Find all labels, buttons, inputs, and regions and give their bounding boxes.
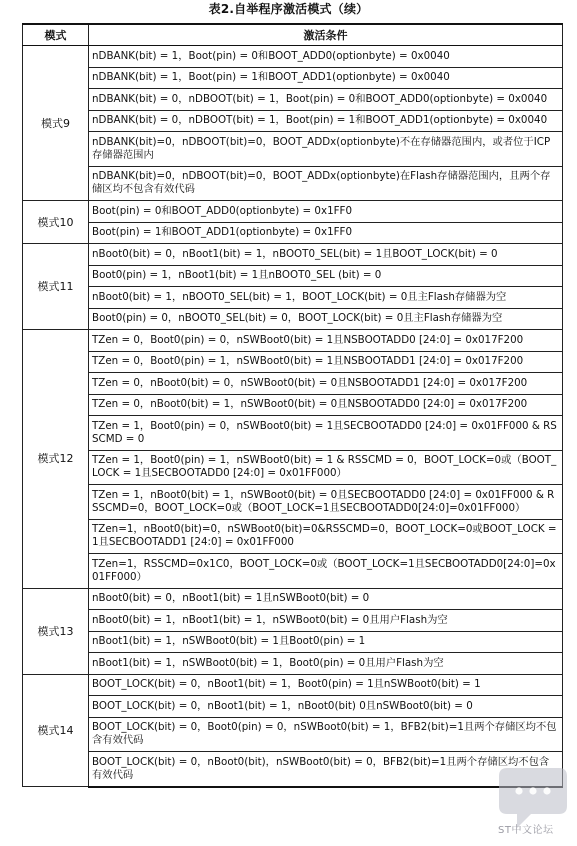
condition-cell: Boot(pin) = 1和BOOT_ADD1(optionbyte) = 0x1FF0 bbox=[89, 222, 563, 244]
table-row bbox=[23, 519, 563, 554]
table-row bbox=[23, 554, 563, 589]
table-row bbox=[23, 450, 563, 485]
condition-cell: TZen=1，nBoot0(bit)=0，nSWBoot0(bit)=0&RSSCMD=0，BOOT_LOCK=0或BOOT_LOCK =1且SECBOOTADD1 [24:0] = 0x01FF000 bbox=[89, 519, 563, 554]
condition-cell: nBoot0(bit) = 0，nBoot1(bit) = 1且nSWBoot0(bit) = 0 bbox=[89, 588, 563, 610]
bootloader-activation-table bbox=[22, 23, 563, 788]
table-row bbox=[23, 222, 563, 244]
condition-cell: nDBANK(bit) = 1，Boot(pin) = 0和BOOT_ADD0(optionbyte) = 0x0040 bbox=[89, 46, 563, 68]
condition-cell: nBoot0(bit) = 0，nBoot1(bit) = 1，nBOOT0_SEL(bit) = 1且BOOT_LOCK(bit) = 0 bbox=[89, 244, 563, 266]
condition-cell: BOOT_LOCK(bit) = 0，nBoot0(bit)，nSWBoot0(bit) = 0，BFB2(bit)=1且两个存储区均不包含有效代码 bbox=[89, 752, 563, 787]
mode-cell: 模式13 bbox=[23, 588, 89, 674]
condition-cell: nBoot0(bit) = 1，nBoot1(bit) = 1，nSWBoot0(bit) = 0且用户Flash为空 bbox=[89, 610, 563, 632]
condition-cell: nDBANK(bit) = 1，Boot(pin) = 1和BOOT_ADD1(optionbyte) = 0x0040 bbox=[89, 67, 563, 89]
condition-cell: nDBANK(bit) = 0，nDBOOT(bit) = 1，Boot(pin) = 0和BOOT_ADD0(optionbyte) = 0x0040 bbox=[89, 89, 563, 111]
table-row bbox=[23, 89, 563, 111]
table-row bbox=[23, 308, 563, 330]
condition-cell: Boot0(pin) = 0，nBOOT0_SEL(bit) = 0，BOOT_LOCK(bit) = 0且主Flash存储器为空 bbox=[89, 308, 563, 330]
condition-cell: BOOT_LOCK(bit) = 0，Boot0(pin) = 0，nSWBoot0(bit) = 1，BFB2(bit)=1且两个存储区均不包含有效代码 bbox=[89, 717, 563, 752]
condition-cell: TZen=1，RSSCMD=0x1C0，BOOT_LOCK=0或（BOOT_LOCK=1且SECBOOTADD0[24:0]=0x01FF000） bbox=[89, 554, 563, 589]
table-row bbox=[23, 394, 563, 416]
condition-cell: TZen = 1，Boot0(pin) = 0，nSWBoot0(bit) = 1且SECBOOTADD0 [24:0] = 0x01FF000 & RSSCMD = 0 bbox=[89, 416, 563, 451]
condition-cell: TZen = 0，nBoot0(bit) = 0，nSWBoot0(bit) = 0且NSBOOTADD1 [24:0] = 0x017F200 bbox=[89, 373, 563, 395]
table-title: 表2.自举程序激活模式（续） bbox=[208, 2, 369, 16]
condition-cell: nDBANK(bit)=0，nDBOOT(bit)=0，BOOT_ADDx(optionbyte)在Flash存储器范围内，且两个存储区均不包含有效代码 bbox=[89, 166, 563, 201]
table-row bbox=[23, 588, 563, 610]
mode-cell: 模式11 bbox=[23, 244, 89, 330]
table-row bbox=[23, 46, 563, 68]
condition-cell: nBoot1(bit) = 1，nSWBoot0(bit) = 1，Boot0(pin) = 0且用户Flash为空 bbox=[89, 653, 563, 675]
table-row bbox=[23, 287, 563, 309]
condition-cell: BOOT_LOCK(bit) = 0，nBoot1(bit) = 1，Boot0(pin) = 1且nSWBoot0(bit) = 1 bbox=[89, 674, 563, 696]
mode-cell: 模式9 bbox=[23, 46, 89, 201]
table-header-row bbox=[23, 24, 563, 46]
table-row bbox=[23, 351, 563, 373]
mode-cell: 模式14 bbox=[23, 674, 89, 787]
condition-cell: nDBANK(bit) = 0，nDBOOT(bit) = 1，Boot(pin) = 1和BOOT_ADD1(optionbyte) = 0x0040 bbox=[89, 110, 563, 132]
table-row bbox=[23, 132, 563, 167]
condition-cell: BOOT_LOCK(bit) = 0，nBoot1(bit) = 1，nBoot0(bit) 0且nSWBoot0(bit) = 0 bbox=[89, 696, 563, 718]
table-row bbox=[23, 373, 563, 395]
condition-cell: TZen = 0，nBoot0(bit) = 1，nSWBoot0(bit) = 0且NSBOOTADD0 [24:0] = 0x017F200 bbox=[89, 394, 563, 416]
table-row bbox=[23, 610, 563, 632]
table-row bbox=[23, 485, 563, 520]
condition-cell: TZen = 0，Boot0(pin) = 0，nSWBoot0(bit) = 1且NSBOOTADD0 [24:0] = 0x017F200 bbox=[89, 330, 563, 352]
table-row bbox=[23, 674, 563, 696]
table-row bbox=[23, 717, 563, 752]
table-row bbox=[23, 330, 563, 352]
table-body bbox=[23, 46, 563, 787]
condition-cell: Boot(pin) = 0和BOOT_ADD0(optionbyte) = 0x1FF0 bbox=[89, 201, 563, 223]
condition-cell: Boot0(pin) = 1，nBoot1(bit) = 1且nBOOT0_SEL (bit) = 0 bbox=[89, 265, 563, 287]
watermark-text: ST中文论坛 bbox=[498, 825, 554, 836]
header-condition: 激活条件 bbox=[89, 24, 563, 46]
condition-cell: TZen = 0，Boot0(pin) = 1，nSWBoot0(bit) = 1且NSBOOTADD1 [24:0] = 0x017F200 bbox=[89, 351, 563, 373]
table-row bbox=[23, 696, 563, 718]
table-row bbox=[23, 244, 563, 266]
mode-cell: 模式12 bbox=[23, 330, 89, 589]
table-row bbox=[23, 631, 563, 653]
table-row bbox=[23, 752, 563, 787]
condition-cell: TZen = 1，Boot0(pin) = 1，nSWBoot0(bit) = 1 & RSSCMD = 0，BOOT_LOCK=0或（BOOT_LOCK = 1且SECBOOTADD0 [24:0] = 0x01FF000） bbox=[89, 450, 563, 485]
condition-cell: nBoot0(bit) = 1，nBOOT0_SEL(bit) = 1，BOOT_LOCK(bit) = 0且主Flash存储器为空 bbox=[89, 287, 563, 309]
table-row bbox=[23, 110, 563, 132]
condition-cell: TZen = 1，nBoot0(bit) = 1，nSWBoot0(bit) = 0且SECBOOTADD0 [24:0] = 0x01FF000 & RSSCMD=0，BOOT_LOCK=0或（BOOT_LOCK=1且SECBOOTADD0[24:0]=0x01FF000） bbox=[89, 485, 563, 520]
table-row bbox=[23, 265, 563, 287]
table-row bbox=[23, 67, 563, 89]
table-row bbox=[23, 416, 563, 451]
table-row bbox=[23, 166, 563, 201]
condition-cell: nBoot1(bit) = 1，nSWBoot0(bit) = 1且Boot0(pin) = 1 bbox=[89, 631, 563, 653]
mode-cell: 模式10 bbox=[23, 201, 89, 244]
header-mode: 模式 bbox=[23, 24, 89, 46]
condition-cell: nDBANK(bit)=0，nDBOOT(bit)=0，BOOT_ADDx(optionbyte)不在存储器范围内，或者位于ICP存储器范围内 bbox=[89, 132, 563, 167]
table-row bbox=[23, 201, 563, 223]
table-row bbox=[23, 653, 563, 675]
